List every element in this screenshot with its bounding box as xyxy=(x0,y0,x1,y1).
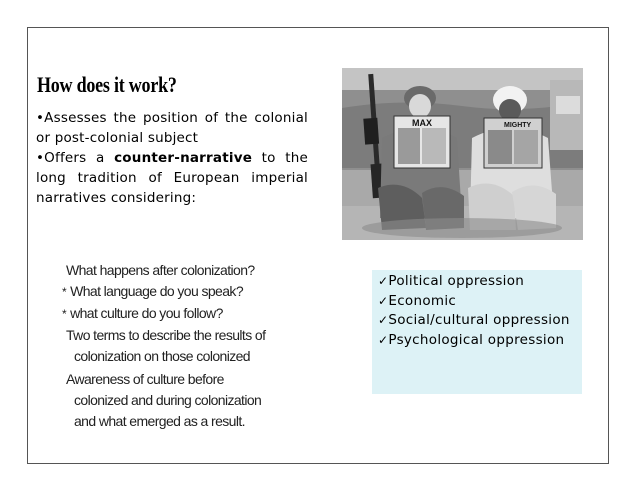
two-terms-line-1: Two terms to describe the results of xyxy=(66,327,266,343)
question-after-colonization: What happens after colonization? xyxy=(66,262,255,278)
question-culture-text: what culture do you follow? xyxy=(70,305,223,321)
questions-list xyxy=(62,260,337,432)
effect-social-cultural xyxy=(378,311,582,331)
question-culture xyxy=(62,303,337,325)
intro-text xyxy=(36,108,308,208)
magazine-left-title: MAX xyxy=(412,118,432,128)
counter-narrative-term: counter-narrative xyxy=(114,150,253,166)
effect-economic xyxy=(378,292,582,312)
magazine-right-title: MIGHTY xyxy=(504,122,532,129)
intro-bullet-1-text: •Assesses the position of the colonial or post-colonial subject xyxy=(36,110,308,146)
effect-economic-text: Economic xyxy=(388,292,457,309)
checkmark-icon: ✓ xyxy=(378,274,389,288)
two-terms-line-2: colonization on those colonized xyxy=(74,348,250,364)
awareness-line-3: and what emerged as a result. xyxy=(74,413,245,429)
awareness-line-1: Awareness of culture before xyxy=(66,371,224,387)
star-bullet-icon: * xyxy=(62,307,67,321)
effect-social-cultural-text: Social/cultural oppression xyxy=(388,312,570,328)
soldiers-reading-photo xyxy=(342,68,583,240)
question-language xyxy=(62,281,337,303)
star-bullet-icon: * xyxy=(62,285,67,299)
intro-bullet-2-prefix: •Offers a xyxy=(36,150,115,166)
intro-bullet-2-suffix: to the long tradition of European imperial narratives considering: xyxy=(36,150,308,206)
oppression-effects-box xyxy=(372,270,582,394)
question-language-text: What language do you speak? xyxy=(70,283,244,299)
intro-bullet-2 xyxy=(36,148,308,208)
checkmark-icon: ✓ xyxy=(378,332,389,347)
intro-bullet-1 xyxy=(36,108,308,148)
checkmark-icon: ✓ xyxy=(378,313,389,327)
effect-political xyxy=(378,272,582,292)
effect-psychological xyxy=(378,331,582,351)
slide-title: How does it work? xyxy=(37,72,177,97)
checkmark-icon: ✓ xyxy=(378,293,389,308)
effect-political-text: Political oppression xyxy=(388,273,525,289)
effect-psychological-text: Psychological oppression xyxy=(388,331,565,348)
photo-illustration xyxy=(342,68,583,240)
awareness-line-2: colonized and during colonization xyxy=(74,392,262,408)
